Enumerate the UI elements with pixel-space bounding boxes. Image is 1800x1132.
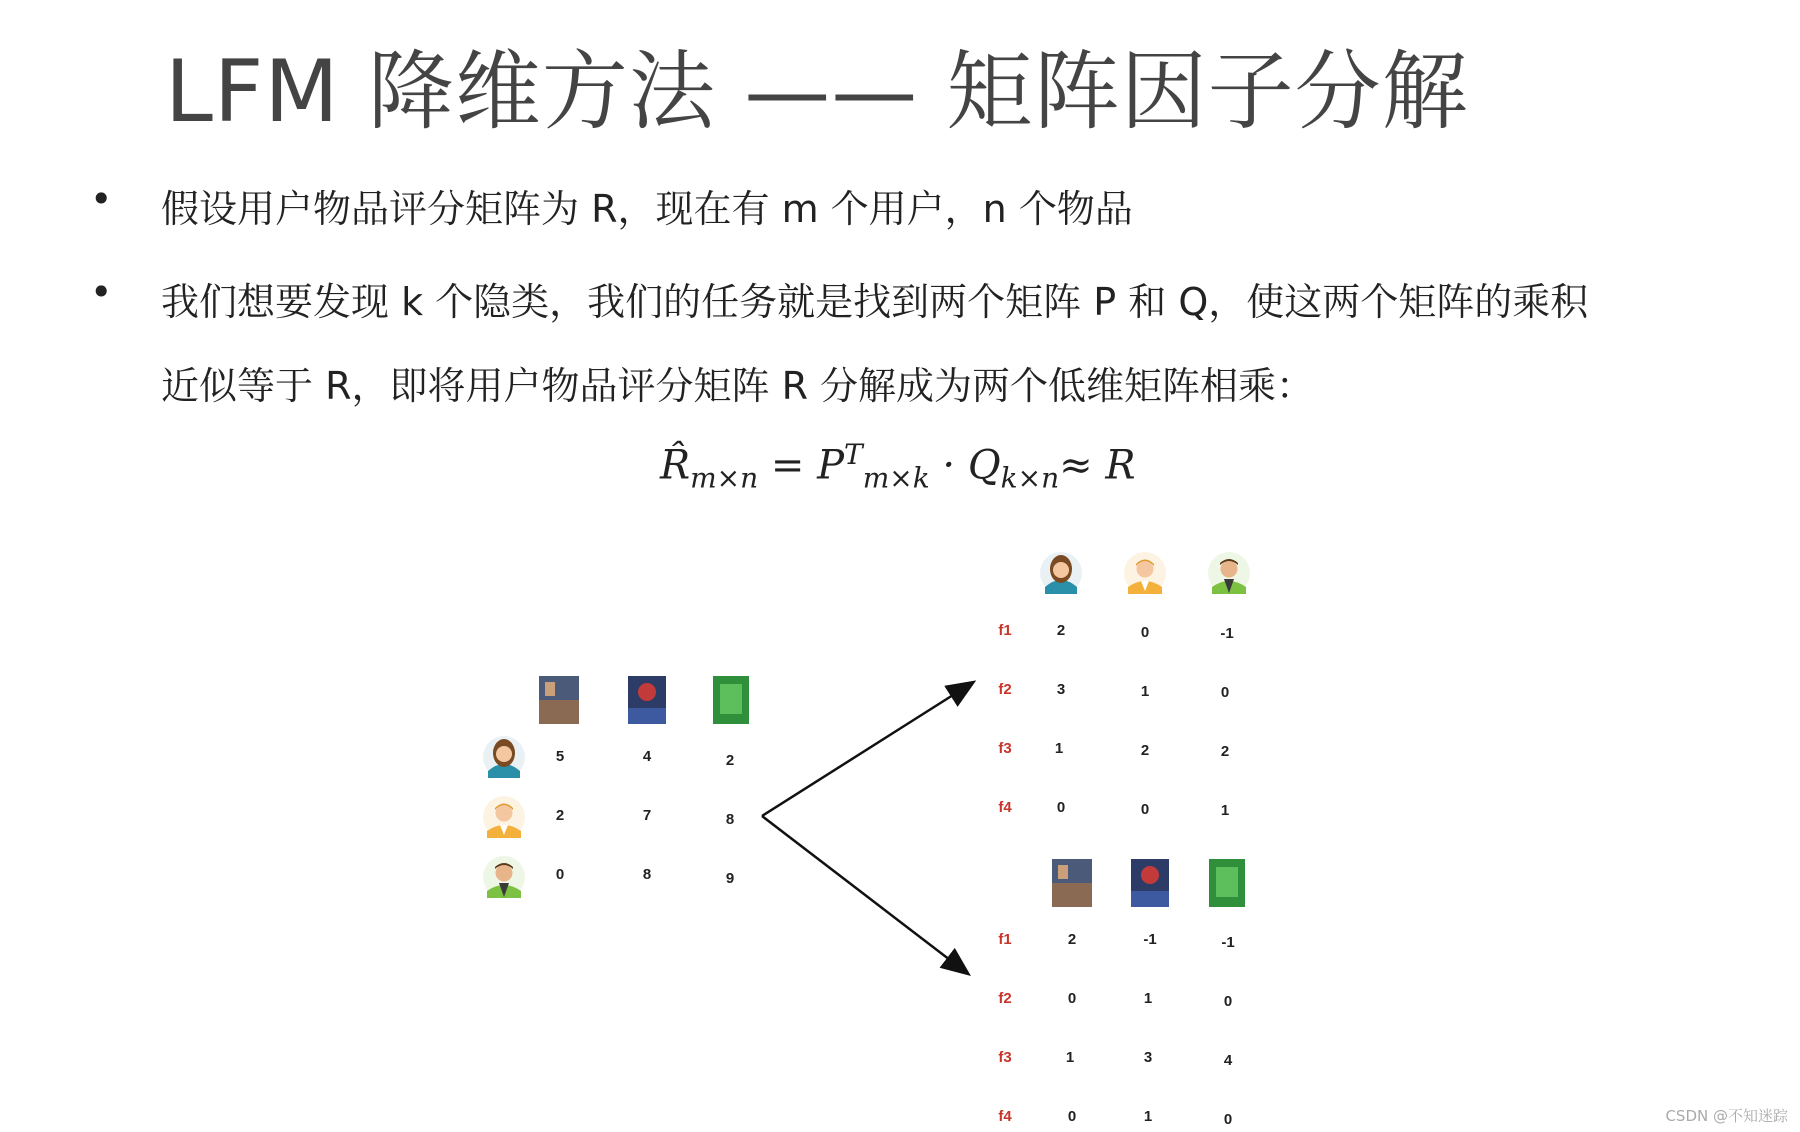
formula-equals: = [758, 442, 818, 489]
p-cell: 2 [1140, 742, 1150, 759]
q-cell: 4 [1223, 1052, 1233, 1069]
user-avatar-icon [483, 856, 525, 898]
bullet-text-2: 我们想要发现 k 个隐类，我们的任务就是找到两个矩阵 P 和 Q，使这两个矩阵的乘积 [161, 280, 1589, 324]
rating-matrix [483, 676, 749, 898]
p-cell: 1 [1140, 683, 1150, 700]
rating-cell: 8 [725, 811, 735, 828]
movie-poster-icon [539, 676, 579, 724]
q-cell: 3 [1143, 1049, 1153, 1066]
rating-cell: 8 [642, 866, 652, 883]
factor-label: f3 [998, 1049, 1012, 1066]
formula-approx-r: ≈ R [1059, 442, 1136, 489]
formula-sup-t: T [844, 438, 863, 471]
user-avatar-icon [483, 796, 525, 838]
bullet-dot: • [90, 270, 113, 314]
p-matrix [998, 552, 1250, 819]
q-cell: 0 [1067, 1108, 1077, 1125]
bullet-text-1: 假设用户物品评分矩阵为 R，现在有 m 个用户，n 个物品 [161, 187, 1133, 231]
bullet-text-2-cont: 近似等于 R，即将用户物品评分矩阵 R 分解成为两个低维矩阵相乘： [161, 364, 1315, 408]
rating-cell: 7 [642, 807, 652, 824]
q-cell: 2 [1067, 931, 1077, 948]
factor-label: f2 [998, 681, 1012, 698]
factor-label: f3 [998, 740, 1012, 757]
rating-cell: 2 [555, 807, 565, 824]
q-cell: -1 [1143, 931, 1157, 948]
formula-sub-mn: m×n [690, 461, 759, 495]
p-cell: 0 [1140, 624, 1150, 641]
p-cell: 1 [1220, 802, 1230, 819]
q-cell: 0 [1223, 993, 1233, 1010]
arrow-to-q [762, 816, 967, 973]
factor-label: f1 [998, 622, 1012, 639]
movie-poster-icon [713, 676, 749, 724]
watermark: CSDN @不知迷踪 [1665, 1107, 1788, 1125]
q-cell: 0 [1067, 990, 1077, 1007]
factor-label: f1 [998, 931, 1012, 948]
factor-label: f2 [998, 990, 1012, 1007]
q-cell: 1 [1143, 1108, 1153, 1125]
arrow-to-p [762, 683, 972, 816]
p-cell: 1 [1054, 740, 1064, 757]
formula-dot: · [929, 442, 968, 489]
rating-cell: 4 [642, 748, 652, 765]
p-cell: -1 [1220, 625, 1234, 642]
rating-cell: 0 [555, 866, 565, 883]
q-cell: 0 [1223, 1111, 1233, 1128]
q-cell: 1 [1065, 1049, 1075, 1066]
formula-q: Q [967, 442, 1001, 489]
p-cell: 0 [1220, 684, 1230, 701]
p-cell: 2 [1220, 743, 1230, 760]
movie-poster-icon [628, 676, 666, 724]
user-avatar-icon [1040, 552, 1082, 594]
p-cell: 0 [1056, 799, 1066, 816]
formula-r-hat: R̂ [660, 442, 691, 489]
movie-poster-icon [1131, 859, 1169, 907]
user-avatar-icon [1208, 552, 1250, 594]
q-cell: -1 [1221, 934, 1235, 951]
q-matrix [998, 859, 1245, 1128]
movie-poster-icon [1052, 859, 1092, 907]
movie-poster-icon [1209, 859, 1245, 907]
user-avatar-icon [1124, 552, 1166, 594]
rating-cell: 9 [725, 870, 735, 887]
factor-label: f4 [998, 1108, 1012, 1125]
slide-title: LFM 降维方法 —— 矩阵因子分解 [165, 42, 1469, 142]
p-cell: 3 [1056, 681, 1066, 698]
formula-sub-kn: k×n [1000, 461, 1060, 495]
factor-label: f4 [998, 799, 1012, 816]
p-cell: 0 [1140, 801, 1150, 818]
q-cell: 1 [1143, 990, 1153, 1007]
p-cell: 2 [1056, 622, 1066, 639]
bullet-dot: • [90, 177, 113, 221]
rating-cell: 2 [725, 752, 735, 769]
formula-p: P [817, 442, 845, 489]
user-avatar-icon [483, 736, 525, 778]
rating-cell: 5 [555, 748, 565, 765]
formula-sub-mk: m×k [862, 461, 930, 495]
